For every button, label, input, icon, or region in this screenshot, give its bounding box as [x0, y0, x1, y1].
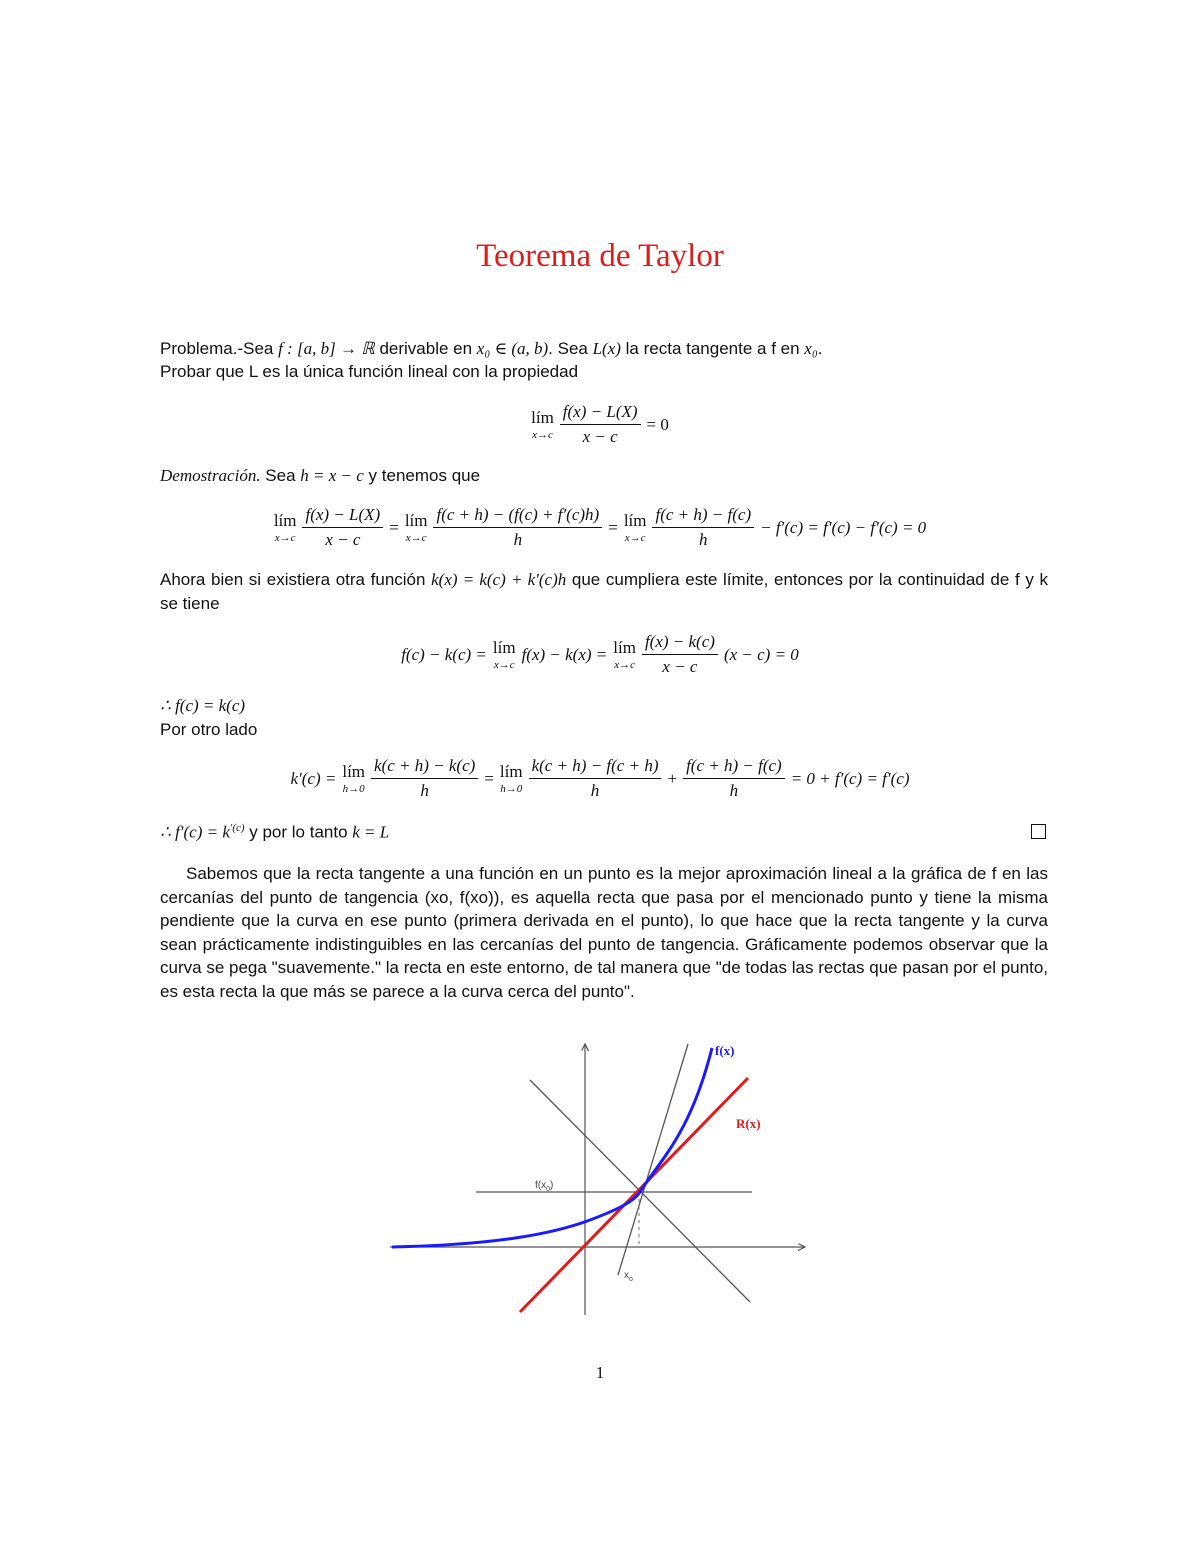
lhs: f(c) − k(c) = — [401, 644, 487, 664]
lim: lím — [531, 408, 554, 427]
numerator: k(c + h) − k(c) — [371, 756, 478, 779]
text: Problema.-Sea — [160, 339, 279, 358]
lim: lím — [499, 762, 523, 781]
math: x₀ — [804, 339, 818, 358]
text: . Sea — [548, 339, 593, 358]
paragraph-2: Sabemos que la recta tangente a una función en un punto es la mejor aproximación lineal a la gráfica de f en las cercanías del punto de tangencia (xo, f(xo)), es aquella recta que pasa por el mencionado punto y tiene la misma pendiente que la curva en ese punto (primera derivada en el punto), lo que hace que la recta tangente y la curva sean prácticamente indistinguibles en las cercanías del punto de tangencia. Gráficamente podemos observar que la curva se pega "suavemente." la recta en este entorno, de tal manera que "de todas las rectas que pasan por el punto, es esta recta la que más se parece a la curva cerca del punto". — [160, 864, 1048, 1001]
math: k = L — [352, 822, 390, 842]
label-text: x — [624, 1270, 629, 1281]
text: derivable en — [374, 339, 477, 358]
lim: lím — [273, 511, 297, 530]
tail: = 0 + f′(c) = f′(c) — [790, 768, 910, 788]
denominator: h — [590, 781, 600, 800]
numerator: f(c + h) − (f(c) + f′(c)h) — [433, 505, 602, 528]
equation-4: k′(c) = lím h→0 $\frac{k(c + h) - k(c)}{h}$ = lím h→0 $\frac{k(c + h) - f(c + h)}{h}$ + $\frac{f(c + h) - f(c)}{h}$ = 0 + f′(c) = f′(c) — [290, 756, 910, 800]
denominator: h — [513, 530, 523, 549]
denominator: h — [420, 781, 429, 800]
numerator: f(x) − L(X) — [560, 402, 641, 425]
problem-line-1 — [160, 339, 822, 359]
text: la recta tangente a f en — [620, 339, 805, 358]
denominator: x − c — [582, 427, 618, 446]
label-text: f(x — [535, 1180, 547, 1191]
superscript: ′(c) — [229, 822, 245, 834]
math: f : [a, b] → ℝ — [278, 339, 375, 358]
label-sub: o — [629, 1276, 633, 1283]
mid: f(x) − k(x) = — [521, 644, 608, 664]
qed-square-icon — [1031, 824, 1046, 839]
numerator: f(x) − L(X) — [302, 505, 383, 528]
text: . — [817, 339, 823, 358]
demo-label: Demostración. — [160, 466, 261, 485]
equation-2: lím x→c $\frac{f(x) - L(X)}{x - c}$ = lím x→c $\frac{f(c + h) - (f(c) + f'(c)h)}{h}$ = lím x→c $\frac{f(c + h) - f(c)}{h}$ − f′(c) = f′(c) − f′(c) = 0 — [273, 505, 927, 549]
numerator: f(x) − k(c) — [642, 632, 718, 655]
label-f-of-x0 — [535, 1180, 553, 1193]
page-title: Teorema de Taylor — [476, 238, 724, 274]
label-sub: 0 — [546, 1186, 551, 1193]
lim-sub: x→c — [274, 532, 296, 544]
text: que cumpliera este límite, entonces por la continuidad de f y k se tiene — [160, 570, 1048, 613]
label-x0 — [624, 1270, 633, 1283]
math: k(x) = k(c) + k′(c)h — [431, 570, 567, 589]
text: Ahora bien si existiera otra función — [160, 570, 432, 589]
text: y tenemos que — [363, 466, 481, 485]
lhs: k′(c) = — [290, 768, 337, 788]
therefore-1: ∴ f(c) = k(c) — [160, 696, 246, 715]
lim: lím — [623, 511, 647, 530]
lim-sub: x→c — [624, 532, 646, 544]
math: ∴ f′(c) = k — [160, 822, 230, 842]
math: L(x) — [592, 339, 621, 358]
math: x₀ ∈ (a, b) — [476, 339, 549, 358]
paragraph-1 — [160, 568, 1048, 615]
plus: + — [667, 768, 678, 788]
lim: lím — [342, 762, 366, 781]
label-text: ) — [550, 1180, 554, 1191]
text: y por lo tanto — [244, 822, 353, 842]
lim: lím — [492, 638, 516, 657]
lim-sub: x→c — [532, 429, 553, 441]
numerator: f(c + h) − f(c) — [683, 756, 785, 779]
therefore-2 — [160, 822, 389, 843]
math: h = x − c — [300, 466, 364, 485]
lim-sub: x→c — [493, 659, 515, 671]
denominator: x − c — [662, 657, 698, 676]
denominator: h — [729, 781, 739, 800]
demo-line — [160, 466, 480, 486]
tangent-line-figure — [390, 1040, 810, 1320]
numerator: k(c + h) − f(c + h) — [529, 756, 662, 779]
text: Sea — [260, 466, 301, 485]
equation-3 — [0, 632, 1200, 677]
lim-sub: h→0 — [342, 783, 365, 795]
otro-lado: Por otro lado — [160, 720, 258, 739]
function-curve — [392, 1048, 712, 1247]
label-f-of-x: f(x) — [715, 1043, 735, 1058]
problem-line-2: Probar que L es la única función lineal con la propiedad — [160, 362, 579, 381]
denominator: h — [699, 530, 708, 549]
lim: lím — [404, 511, 428, 530]
tail: (x − c) = 0 — [723, 644, 799, 664]
lim-sub: h→0 — [500, 783, 523, 795]
denominator: x − c — [325, 530, 361, 549]
steep-line — [618, 1044, 688, 1275]
equation-1 — [0, 402, 1200, 447]
numerator: f(c + h) − f(c) — [652, 505, 754, 528]
tail: − f′(c) = f′(c) − f′(c) = 0 — [760, 517, 927, 537]
rhs: = 0 — [646, 414, 669, 434]
label-r-of-x: R(x) — [736, 1116, 761, 1131]
lim: lím — [613, 638, 636, 657]
page-number: 1 — [595, 1363, 605, 1382]
lim-sub: x→c — [405, 532, 427, 544]
tangent-line — [520, 1078, 748, 1312]
lim-sub: x→c — [614, 659, 635, 671]
